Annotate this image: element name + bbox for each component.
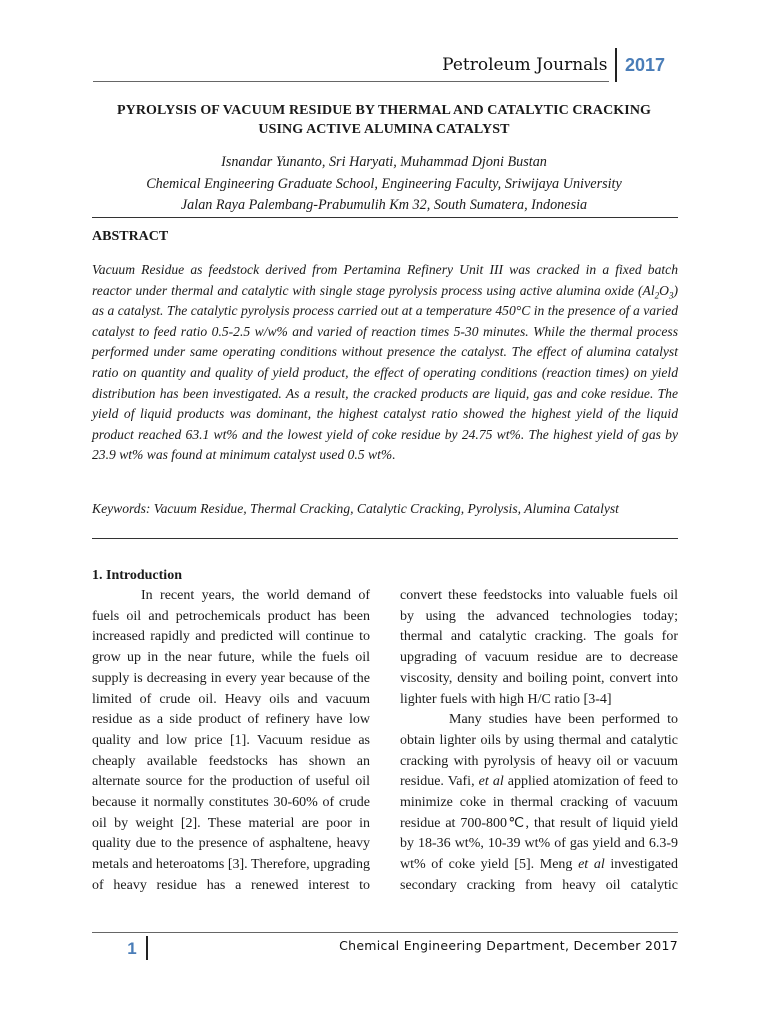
- intro-paragraph-2: Many studies have been performed to obtain lighter oils by using thermal and catalytic cracking with pyrolysis of heavy oil or vacuum residue. Vafi, et al applied atomization of feed to minimize coke in thermal cracking of vacuum residue at 700-800℃, that result of liquid yield by 18-36 wt%, 10-39 wt% of gas yield and 6.3-9 wt% of coke yield [5]. Meng et al investigated secondary cracking from heavy oil catalytic: [400, 712, 679, 893]
- author-names: Isnandar Yunanto, Sri Haryati, Muhammad Djoni Bustan: [221, 154, 547, 170]
- intro-column-right: [400, 586, 678, 897]
- running-header: [442, 48, 665, 82]
- journal-year: 2017: [624, 54, 665, 75]
- author-block: [80, 152, 688, 217]
- paper-title: [80, 101, 688, 139]
- abstract-text: Vacuum Residue as feedstock derived from Pertamina Refinery Unit III was cracked in a fixed batch reactor under thermal and catalytic with single stage pyrolysis process using active alumina oxide $(Al_2O_3)$ as a catalyst. The catalytic pyrolysis process carried out at a temperature 450°C in the presence of a varied catalyst to feed ratio 0.5-2.5 w/w% and varied of reaction times 5-30 minutes. While the thermal process performed under same operating conditions without presence the catalyst. The effect of alumina catalyst ratio on quantity and quality of yield product, the effect of operating conditions (reaction times) on yield distribution has been investigated. As a result, the cracked products are liquid, gas and coke residue. The yield of liquid products was dominant, the highest catalyst ratio showed the highest yield of the liquid product reached 63.1 wt% and the lowest yield of coke residue by 24.75 wt%. The highest yield of gas by 23.9 wt% was found at minimum catalyst used 0.5 wt%.: [92, 262, 678, 463]
- intro-paragraph-continued: convert these feedstocks into valuable fuels oil by using the advanced technologies today; thermal and catalytic cracking. The goals for upgrading of vacuum residue are to decrease viscosity, density and boiling point, convert into lighter fuels with high H/C ratio [3-4]: [400, 588, 678, 707]
- intro-column-left: [92, 586, 370, 897]
- abstract-heading: ABSTRACT: [92, 229, 169, 244]
- title-line-2: USING ACTIVE ALUMINA CATALYST: [258, 122, 510, 137]
- author-address: Jalan Raya Palembang-Prabumulih Km 32, South Sumatera, Indonesia: [180, 197, 588, 213]
- abstract-top-rule: [92, 217, 678, 218]
- journal-name: Petroleum Journals: [442, 55, 608, 75]
- title-line-1: PYROLYSIS OF VACUUM RESIDUE BY THERMAL AND CATALYTIC CRACKING: [116, 103, 652, 118]
- page-number: 1: [127, 939, 137, 958]
- footer-text: Chemical Engineering Department, December 2017: [339, 938, 678, 953]
- footer-divider: [146, 936, 148, 960]
- intro-paragraph: In recent years, the world demand of fuels oil and petrochemicals product has been increased rapidly and predicted will continue to grow up in the near future, while the fuels oil supply is decreasing in every year because of the limited of crude oil. Heavy oils and vacuum residue as a side product of refinery have low quality and low price [1]. Vacuum residue as cheaply available feedstocks has shown an alternate source for the production of useful oil because it normally constitutes 30-60% of crude oil by weight [2]. These material are poor in quality due to the presence of asphaltene, heavy metals and heteroatoms [3]. Therefore, upgrading of heavy residue has a renewed interest to: [92, 588, 370, 893]
- section-heading-introduction: 1. Introduction: [92, 568, 182, 583]
- footer-rule: [92, 932, 678, 933]
- author-affiliation: Chemical Engineering Graduate School, Engineering Faculty, Sriwijaya University: [146, 175, 622, 192]
- header-rule: [93, 81, 609, 82]
- abstract-bottom-rule: [92, 538, 678, 539]
- keywords: Keywords: Vacuum Residue, Thermal Cracking, Catalytic Cracking, Pyrolysis, Alumina Catalyst: [92, 501, 619, 516]
